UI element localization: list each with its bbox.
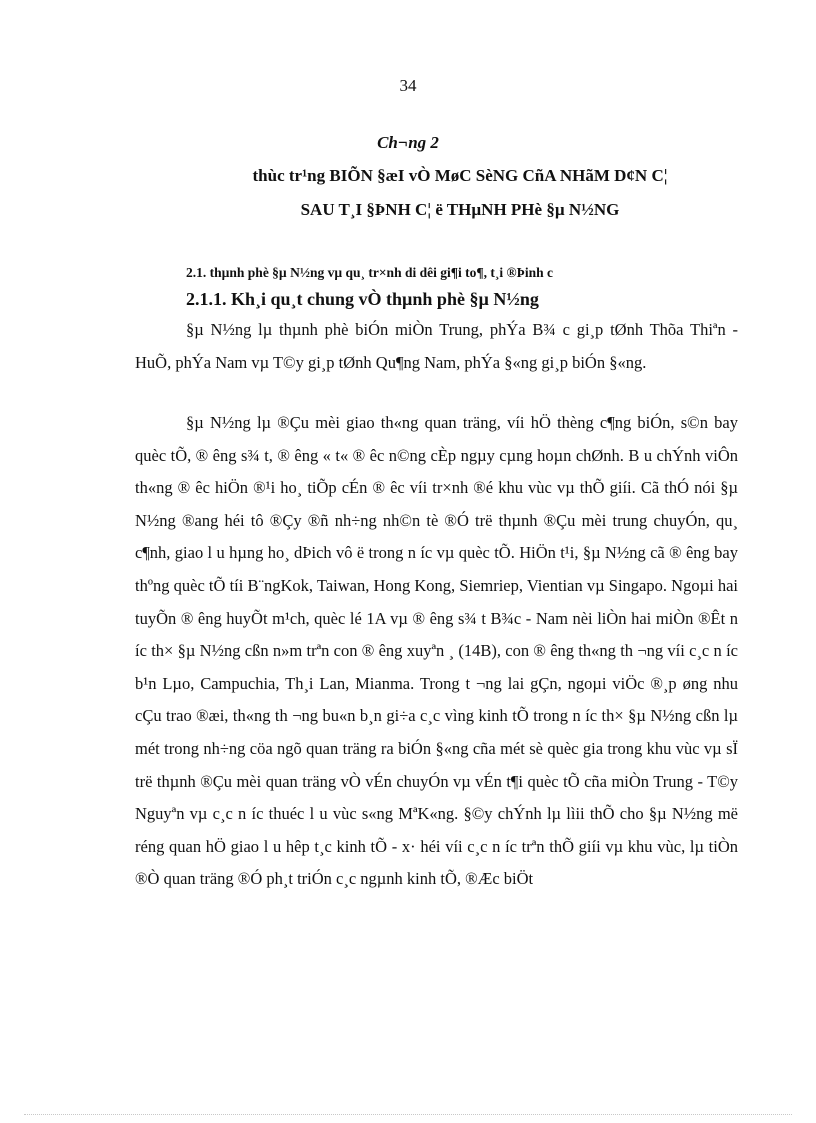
chapter-label: Ch¬ng 2 xyxy=(377,133,439,152)
section-heading: 2.1. thµnh phè §µ N½ng vµ qu¸ tr×nh di dêi gi¶i to¶, t¸i ®Þinh c xyxy=(186,265,553,280)
page-bottom-rule xyxy=(24,1114,792,1115)
chapter-title-line-1: thùc tr¹ng BIÕN §æI vÒ MøC SèNG CñA NHãM D¢N C¦ xyxy=(252,166,668,185)
chapter-title-line-2: SAU T¸I §ÞNH C¦ ë THµNH PHè §µ N½NG xyxy=(300,200,620,219)
subsection-heading: 2.1.1. Kh¸i qu¸t chung vÒ thµnh phè §µ N½ng xyxy=(186,289,539,309)
paragraph-1-text: §µ N½ng lµ thµnh phè biÓn miÒn Trung, phÝa B¾ c gi¸p tØnh Thõa Thiªn - HuÕ, phÝa Nam vµ T©y gi¸p tØnh Qu¶ng Nam, phÝa §«ng gi¸p biÓn §«ng. xyxy=(135,320,738,372)
page-number: 34 xyxy=(399,76,417,95)
paragraph-1 xyxy=(135,314,738,379)
paragraph-2 xyxy=(135,407,738,896)
paragraph-2-text: §µ N½ng lµ ®Çu mèi giao th«ng quan träng, víi hÖ thèng c¶ng biÓn, s©n bay quèc tÕ, ® êng s¾ t, ® êng « t« ® êc n©ng cÈp ngµy cµng hoµn chØnh. B u chÝnh viÔn th«ng ® êc hiÖn ®¹i ho¸ tiÕp cÉn ® êc víi tr×nh ®é khu vùc vµ thÕ giíi. Cã thÓ nói §µ N½ng ®ang héi tô ®Çy ®ñ nh÷ng nh©n tè ®Ó trë thµnh ®Çu mèi trung chuyÓn, qu¸ c¶nh, giao l u hµng ho¸ dÞich vô ë trong n íc vµ quèc tÕ. HiÖn t¹i, §µ N½ng cã ® êng bay thºng quèc tÕ tíi B¨ngKok, Taiwan, Hong Kong, Siemriep, Vientian vµ Singapo. Ngoµi hai tuyÕn ® êng huyÕt m¹ch, quèc lé 1A vµ ® êng s¾ t B¾c - Nam nèi liÒn hai miÒn ®Êt n íc th× §µ N½ng cßn n»m trªn con ® êng xuyªn ¸ (14B), con ® êng th«ng th ¬ng víi c¸c n íc b¹n Lµo, Campuchia, Th¸i Lan, Mianma. Trong t ¬ng lai gÇn, ngoµi viÖc ®¸p øng nhu cÇu trao ®æi, th«ng th ¬ng bu«n b¸n gi÷a c¸c vìng kinh tÕ trong n íc th× §µ N½ng cßn lµ mét trong nh÷ng cöa ngõ quan träng ra biÓn §«ng cña mét sè quèc gia trong khu vùc vµ sÏ trë thµnh ®Çu mèi quan träng vÒ vÉn chuyÓn vµ vÉn t¶i quèc tÕ cña miÒn Trung - T©y Nguyªn vµ c¸c n íc thuéc l u vùc s«ng MªK«ng. §©y chÝnh lµ lìii thÕ cho §µ N½ng më réng quan hÖ giao l u hêp t¸c kinh tÕ - x· héi víi c¸c n íc trªn thÕ giíi vµ khu vùc, lµ tiÒn ®Ò quan träng ®Ó ph¸t triÓn c¸c ngµnh kinh tÕ, ®Æc biÖt xyxy=(135,413,738,889)
